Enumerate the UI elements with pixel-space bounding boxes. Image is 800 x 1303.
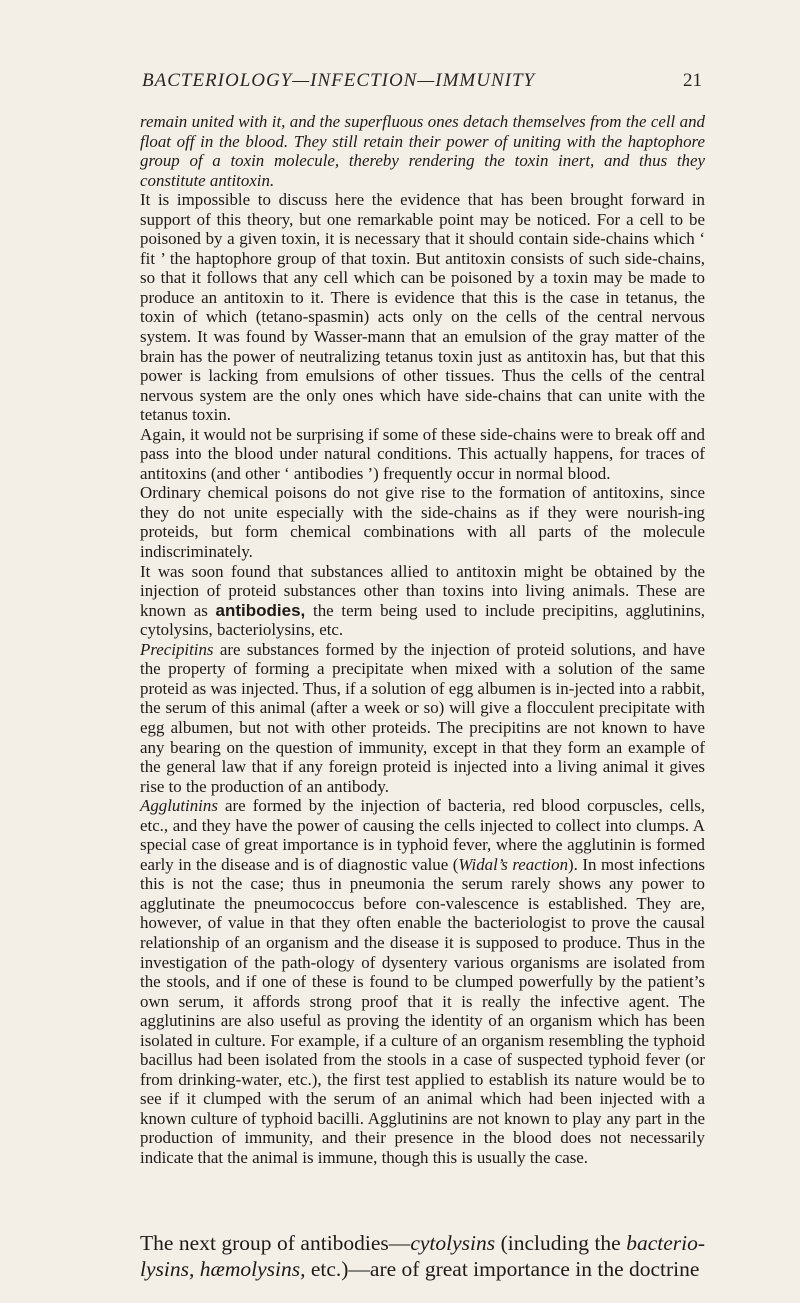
paragraph-1-italic: remain united with it, and the superfluous ones detach themselves from the cell and float off in the blood. They still retain their power of uniting with the haptophore group of a toxin molecule, thereby rendering the toxin inert, and thus they constitute antitoxin. [140, 112, 705, 190]
paragraph-1 [140, 112, 705, 190]
paragraph-agglutinins-text-a: are formed by the injection of bacteria, red blood corpuscles, cells, etc., and they have the power of causing the cells injected to collect into clumps. A special case of great importance is in typhoid fever, where the agglutinin is formed early in the disease and is of diagnostic value ( [140, 796, 705, 874]
term-agglutinins: Agglutinins [140, 796, 218, 816]
paragraph-cytolysins-b: (including the [495, 1231, 627, 1255]
paragraph-cytolysins-a: The next group of antibodies— [140, 1231, 411, 1255]
page-header [142, 70, 702, 100]
body-text [140, 112, 705, 1168]
paragraph-4: Ordinary chemical poisons do not give rise to the formation of antitoxins, since they do not unite especially with the side-chains as if they were nourish-ing proteids, but form chemical combinations with all parts of the molecule indiscriminately. [140, 483, 705, 562]
paragraph-3: Again, it would not be surprising if some of these side-chains were to break off and pass into the blood under natural conditions. This actually happens, for traces of antitoxins (and other ‘ antibodies ’) frequently occur in normal blood. [140, 424, 705, 483]
paragraph-precipitins-text: are substances formed by the injection of proteid solutions, and have the property of forming a precipitate when mixed with a solution of the same proteid as was injected. Thus, if a solution of egg albumen is in-jected into a rabbit, the serum of this animal (after a week or so) will give a flocculent precipitate with egg albumen, but not with other proteids. The precipitins are not known to have any bearing on the question of immunity, except in that they form an example of the general law that if any foreign proteid is injected into a living animal it gives rise to the production of an antibody. [140, 639, 705, 796]
paragraph-2: It is impossible to discuss here the evidence that has been brought forward in support of this theory, but one remarkable point may be noticed. For a cell to be poisoned by a given toxin, it is necessary that it should contain side-chains which ‘ fit ’ the haptophore group of that toxin. But antitoxin consists of such side-chains, so that it follows that any cell which can be poisoned by a toxin may be made to produce an antitoxin to it. There is evidence that this is the case in tetanus, the toxin of which (tetano-spasmin) acts only on the cells of the central nervous system. It was found by Wasser-mann that an emulsion of the gray matter of the brain has the power of neutralizing tetanus toxin just as antitoxin has, but that this power is lacking from emulsions of other tissues. Thus the cells of the central nervous system are the only ones which have side-chains that can unite with the tetanus toxin. [140, 190, 705, 425]
paragraph-agglutinins-text-b: ). In most infections this is not the case; thus in pneumonia the serum rarely shows any power to agglutinate the pneumococcus before con-valescence is established. They are, however, of value in that they often enable the bacteriologist to prove the causal relationship of an organism and the disease it is supposed to produce. Thus in the investigation of the path-ology of dysentery various organisms are isolated from the stools, and if one of these is found to be clumped powerfully by the patient’s own serum, it affords strong proof that it is really the infective agent. The agglutinins are also useful as proving the identity of an organism which has been isolated in culture. For example, if a culture of an organism resembling the typhoid bacillus had been isolated from the stools in a case of suspected typhoid fever (or from drinking-water, etc.), the first test applied to establish its nature would be to see if it clumped with the serum of an animal which had been injected with a known culture of typhoid bacilli. Agglutinins are not known to play any part in the production of immunity, and their presence in the blood does not necessarily indicate that the animal is immune, though this is usually the case. [140, 854, 705, 1167]
paragraph-5-start: It was soon found that substances allied to antitoxin might be obtained by the injection of proteid substances other than toxins into living animals. These are known as [140, 561, 705, 620]
page-number: 21 [683, 70, 702, 91]
term-cytolysins: cytolysins [410, 1231, 496, 1255]
paragraph-5 [140, 562, 705, 640]
running-title: BACTERIOLOGY—INFECTION—IMMUNITY [142, 70, 536, 91]
term-bacteriolysins-haemolysins: bacterio-lysins, hæmolysins, [140, 1231, 706, 1281]
paragraph-cytolysins-c: etc.)—are of great importance in the doctrine [305, 1257, 700, 1281]
paragraph-agglutinins [140, 796, 705, 1167]
term-widals-reaction: Widal’s reaction [458, 854, 569, 874]
paragraph-precipitins [140, 640, 705, 796]
term-precipitins: Precipitins [140, 639, 214, 659]
term-antibodies: antibodies, [215, 600, 306, 620]
paragraph-5-end: the term being used to include precipitins, agglutinins, cytolysins, bacteriolysins, etc. [140, 600, 705, 640]
paragraph-cytolysins [140, 1230, 705, 1282]
